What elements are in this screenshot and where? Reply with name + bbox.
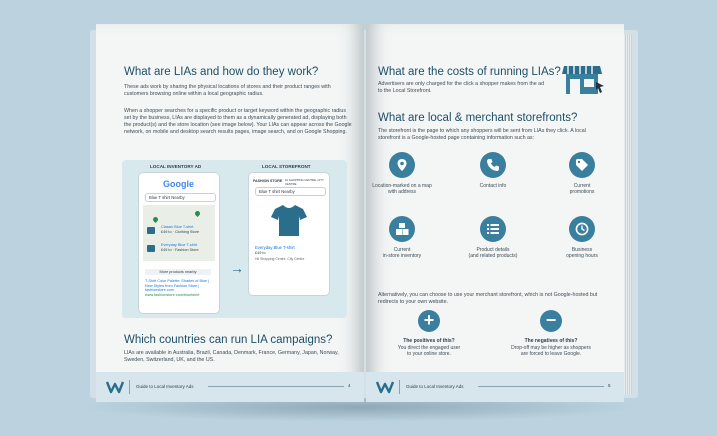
text-ad-link (145, 279, 211, 297)
map-pin-icon (389, 152, 415, 178)
more-products-button: More products nearby (145, 269, 211, 275)
result-1: Classic Blue T-shirt £49 to · Clothing Store (161, 225, 199, 234)
paragraph-lias-detail: When a shopper searches for a specific product or target keyword within the geographic radius set by the business, LIAs are displayed to them as a dynamically generated ad, displaying both the product(s) and the store location (see image below). Your LIAs can appear across the Google network, on mobile and desktop search results pages, image search, and on Google Shopping. (124, 108, 352, 135)
feature-inventory-line1: Current (393, 247, 411, 253)
plus-icon: + (418, 310, 440, 332)
text-ad-title: T-Shirt Color Palette: Shades of Blue | New Styles from Fashion Store | fashionstore.com (145, 279, 210, 293)
result-2: Everyday Blue T-shirt £49 to · Fashion Store (161, 243, 199, 252)
feature-product-details-line1: Product details (476, 247, 510, 253)
paragraph-lias-intro: These ads work by sharing the physical locations of stores and their product ranges with customers browsing online within a local geographic radius. (124, 84, 331, 97)
result-1-price: £49 to (161, 230, 172, 234)
heading-costs: What are the costs of running LIAs? (378, 66, 561, 78)
result-1-store: Clothing Store (174, 230, 199, 234)
heading-what-are-lias: What are LIAs and how do they work? (124, 66, 319, 78)
result-1-title: Classic Blue T-shirt (161, 225, 194, 229)
map-pin-icon (152, 216, 159, 223)
lia-diagram (122, 160, 347, 318)
label-local-inventory-ad: LOCAL INVENTORY AD (150, 164, 202, 169)
phone-icon (480, 152, 506, 178)
positives-block (374, 310, 484, 358)
store-address: 10 SHOPPING CENTRE, CITY CENTRE (285, 178, 324, 186)
paragraph-countries: LIAs are available in Australia, Brazil, Canada, Denmark, France, Germany, Japan, Norway, Sweden, Switzerland, UK, and the US. (124, 350, 339, 363)
footer-rule (478, 386, 604, 387)
paragraph-storefronts: The storefront is the page to which any shoppers will be sent from LIAs they click. A local storefront is a Google-hosted page containing information such as: (378, 128, 586, 141)
w-logo-icon (106, 380, 124, 394)
feature-location-line2: with address (387, 189, 417, 196)
feature-contact (457, 152, 529, 189)
heading-storefronts: What are local & merchant storefronts? (378, 112, 578, 124)
negatives-text-line1: Drop-off may be higher as shoppers (511, 345, 591, 351)
feature-promotions (546, 152, 618, 196)
product-title: Everyday Blue T-shirt (255, 245, 295, 250)
feature-inventory-line2: in-store inventory (382, 253, 422, 260)
tshirt-icon (147, 245, 155, 252)
feature-location (366, 152, 438, 196)
positives-text-line2: to your online store. (407, 351, 451, 358)
footer-title: Guide to Local Inventory Ads (406, 384, 464, 389)
footer-divider (129, 380, 130, 394)
feature-location-line1: Location-marked on a map (372, 183, 432, 189)
product-note: Hit Shopping Centre, City Centre (255, 257, 305, 261)
paragraph-merchant-storefront: Alternatively, you can choose to use your merchant storefront, which is not Google-hosted but redirects to your own website. (378, 292, 598, 305)
text-ad-url: www.fashionstore.com/bluetshirt (145, 292, 200, 297)
w-logo-icon (376, 380, 394, 394)
footer-title: Guide to Local Inventory Ads (136, 384, 194, 389)
map-with-results (143, 205, 215, 261)
negatives-text-line2: are forced to leave Google. (520, 351, 582, 358)
result-2-title: Everyday Blue T-shirt (161, 243, 198, 247)
tshirt-icon (147, 227, 155, 234)
feature-contact-line1: Contact info (479, 183, 507, 189)
phone-storefront (248, 172, 330, 296)
left-footer (96, 372, 364, 402)
result-2-price: £49 to (161, 248, 172, 252)
feature-product-details-line2: (and related products) (468, 253, 518, 260)
arrow-right-icon: → (230, 260, 244, 276)
open-brochure (70, 14, 660, 412)
heading-which-countries: Which countries can run LIA campaigns? (124, 334, 333, 346)
feature-opening-hours-line1: Business (571, 247, 593, 253)
google-logo: Google (163, 179, 194, 189)
storefront-search-bar: Blue T shirt Nearby (255, 187, 326, 196)
product-price: £49 to (255, 251, 266, 255)
page-number: 5 (608, 383, 611, 388)
right-footer (366, 372, 624, 402)
page-number: 4 (348, 383, 351, 388)
clock-icon (569, 216, 595, 242)
negatives-block (496, 310, 606, 358)
store-name: FASHION STORE (253, 179, 283, 183)
phone-search-results (138, 172, 220, 314)
feature-inventory (366, 216, 438, 260)
feature-promotions-line2: promotions (569, 189, 595, 196)
tag-icon (569, 152, 595, 178)
storefront-icon (562, 62, 606, 96)
positives-text-line1: You direct the engaged user (397, 345, 461, 351)
map-pin-icon (194, 210, 201, 217)
minus-icon: − (540, 310, 562, 332)
feature-opening-hours (546, 216, 618, 260)
left-page (96, 24, 364, 402)
label-local-storefront: LOCAL STOREFRONT (262, 164, 311, 169)
tshirt-icon (271, 203, 307, 237)
feature-promotions-line1: Current (573, 183, 591, 189)
result-2-store: Fashion Store (174, 248, 199, 252)
boxes-icon (389, 216, 415, 242)
footer-rule (208, 386, 344, 387)
page-edges (624, 34, 632, 394)
right-page (366, 24, 624, 402)
feature-product-details (457, 216, 529, 260)
paragraph-costs: Advertisers are only charged for the click a shopper makes from the ad to the Local Storefront. (378, 81, 545, 94)
list-icon (480, 216, 506, 242)
search-bar: Blue T shirt Nearby (145, 193, 216, 202)
positives-title: The positives of this? (403, 338, 455, 344)
footer-divider (399, 380, 400, 394)
negatives-title: The negatives of this? (524, 338, 578, 344)
feature-opening-hours-line2: opening hours (566, 253, 598, 260)
